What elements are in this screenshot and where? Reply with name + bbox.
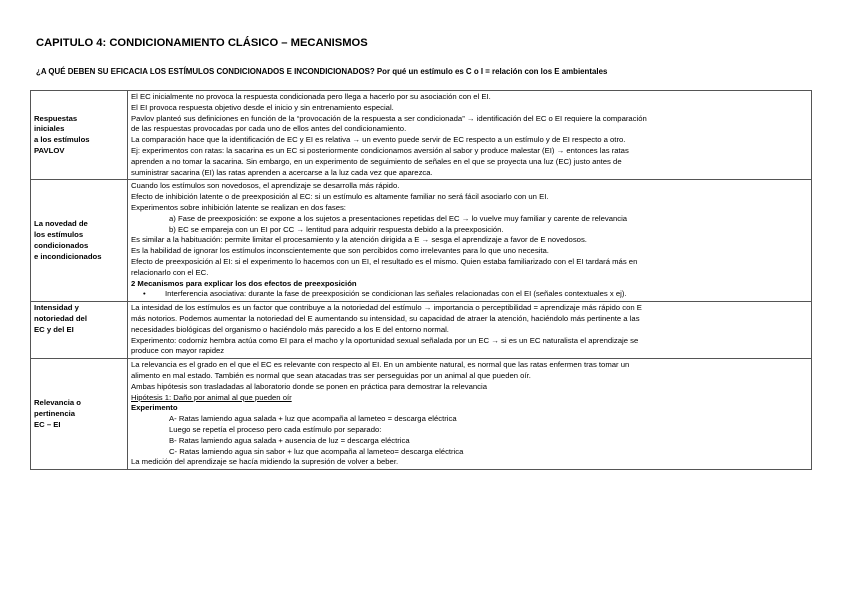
row-label-line: Respuestas (34, 113, 78, 123)
content-line: La medición del aprendizaje se hacía midiendo la supresión de volver a beber. (131, 457, 399, 467)
row-label (31, 180, 128, 302)
row-content (128, 302, 812, 359)
content-line: aprenden a no tomar la sacarina. Sin embargo, en un experimento de seguimiento de señales en el que se proyecta una luz (EC) justo antes de (131, 156, 622, 166)
content-line: La relevancia es el grado en el que el EC es relevante con respecto al EI. En un ambiente natural, es normal que las ratas enfermen tras tomar un (131, 360, 630, 370)
content-line: Es la habilidad de ignorar los estímulos inconscientemente que son percibidos como irrelevantes para lo que uno necesita. (131, 246, 549, 256)
table-row (31, 91, 812, 180)
content-line: produce con mayor rapidez (131, 346, 225, 356)
content-line: Cuando los estímulos son novedosos, el aprendizaje se desarrolla más rápido. (131, 181, 400, 191)
content-line: C- Ratas lamiendo agua sin sabor + luz que acompaña al lameteo= descarga eléctrica (169, 446, 464, 456)
content-line: Luego se repetía el proceso pero cada estímulo por separado: (169, 424, 382, 434)
content-line: Experimento (131, 403, 178, 413)
row-label-line: a los estímulos (34, 135, 90, 145)
row-label-line: Relevancia o (34, 397, 82, 407)
bullet-icon: • (143, 289, 146, 299)
row-content (128, 359, 812, 470)
bullet-line (131, 289, 808, 300)
content-line: El EI provoca respuesta objetivo desde el inicio y sin entrenamiento especial. (131, 102, 394, 112)
content-line: Experimento: codorniz hembra actúa como EI para el macho y la oportunidad sexual señalada por un EC → si es un EC naturalista el aprendizaje se (131, 335, 639, 345)
content-line: Hipótesis 1: Daño por animal al que pueden oír (131, 392, 292, 402)
row-label (31, 91, 128, 180)
content-line: Interferencia asociativa: durante la fase de preexposición se condicionan las señales relacionadas con el EI (señales contextuales x ej). (165, 289, 627, 299)
table-row (31, 180, 812, 302)
content-line: Es similar a la habituación: permite limitar el procesamiento y la atención dirigida a E → sesga el aprendizaje a favor de E novedosos. (131, 235, 587, 245)
row-label (31, 302, 128, 359)
content-line: Efecto de preexposición al EI: si el experimento lo hacemos con un EI, el resultado es el mismo. Quien estaba familiarizado con el EI tardará más en (131, 256, 638, 266)
table-row (31, 302, 812, 359)
content-line: relacionarlo con el EC. (131, 267, 209, 277)
content-line: La comparación hace que la identificación de EC y EI es relativa → un evento puede servir de EC respecto a un estímulo y de EI respecto a otro. (131, 135, 626, 145)
row-label-line: pertinencia (34, 408, 76, 418)
page-title: CAPITULO 4: CONDICIONAMIENTO CLÁSICO – MECANISMOS (36, 37, 368, 49)
content-line: de las respuestas provocadas por cada uno de ellos antes del condicionamiento. (131, 124, 407, 134)
content-line: Efecto de inhibición latente o de preexposición al EC: si un estímulo es altamente familiar no será fácil asociarlo con un EI. (131, 192, 549, 202)
row-content (128, 180, 812, 302)
content-line: B- Ratas lamiendo agua salada + ausencia de luz = descarga eléctrica (169, 435, 410, 445)
row-label-line: Intensidad y (34, 303, 79, 313)
content-line: El EC inicialmente no provoca la respuesta condicionada pero llega a hacerlo por su asociación con el EI. (131, 92, 491, 101)
row-label-line: condicionados (34, 240, 89, 250)
row-label-line: e incondicionados (34, 251, 102, 261)
content-line: más notorios. Podemos aumentar la notoriedad del E aumentando su intensidad, su capacidad de atraer la atención, haciéndolo más pertinente a las (131, 313, 640, 323)
content-line: Ej: experimentos con ratas: la sacarina es un EC si posteriormente condicionamos aversión al sabor y produce malestar (EI) → entonces las ratas (131, 145, 629, 155)
content-line: necesidades biológicas del organismo o haciéndolo más parecido a los E del entorno normal. (131, 324, 449, 334)
row-label-line: EC y del EI (34, 324, 74, 334)
row-content (128, 91, 812, 180)
row-label-line: EC – EI (34, 419, 61, 429)
content-line: 2 Mecanismos para explicar los dos efectos de preexposición (131, 278, 357, 288)
table-row (31, 359, 812, 470)
row-label-line: los estímulos (34, 229, 84, 239)
content-line: b) EC se empareja con un EI por CC → lentitud para adquirir respuesta debido a la preexposición. (169, 224, 504, 234)
row-label-line: notoriedad del (34, 313, 87, 323)
notes-table (30, 90, 812, 470)
row-label-line: PAVLOV (34, 145, 65, 155)
row-label-line: La novedad de (34, 219, 88, 229)
content-line: Ambas hipótesis son trasladadas al laboratorio donde se ponen en práctica para demostrar la relevancia (131, 381, 487, 391)
content-line: Experimentos sobre inhibición latente se realizan en dos fases: (131, 202, 346, 212)
content-line: La intesidad de los estímulos es un factor que contribuye a la notoriedad del estímulo → importancia o perceptibilidad = aprendizaje más rápido con E (131, 303, 642, 313)
content-line: Pavlov planteó sus definiciones en función de la “provocación de la respuesta a ser condicionada” → identificación del EC o EI requiere la comparación (131, 113, 647, 123)
content-line: a) Fase de preexposición: se expone a los sujetos a presentaciones repetidas del EC → lo vuelve muy familiar y carente de relevancia (169, 213, 628, 223)
content-line: alimento en mal estado. También es normal que sean atacadas tras ser perseguidas por un animal al que pueden oír. (131, 370, 531, 380)
guiding-question: ¿A QUÉ DEBEN SU EFICACIA LOS ESTÍMULOS CONDICIONADOS E INCONDICIONADOS? Por qué un estímulo es C o I = relación con los E ambientales (36, 67, 608, 76)
content-line: A- Ratas lamiendo agua salada + luz que acompaña al lameteo = descarga eléctrica (169, 414, 457, 424)
row-label-line: iniciales (34, 124, 65, 134)
row-label (31, 359, 128, 470)
content-line: suministrar sacarina (EI) las ratas aprenden a acercarse a la luz cada vez que aparezca. (131, 167, 433, 177)
